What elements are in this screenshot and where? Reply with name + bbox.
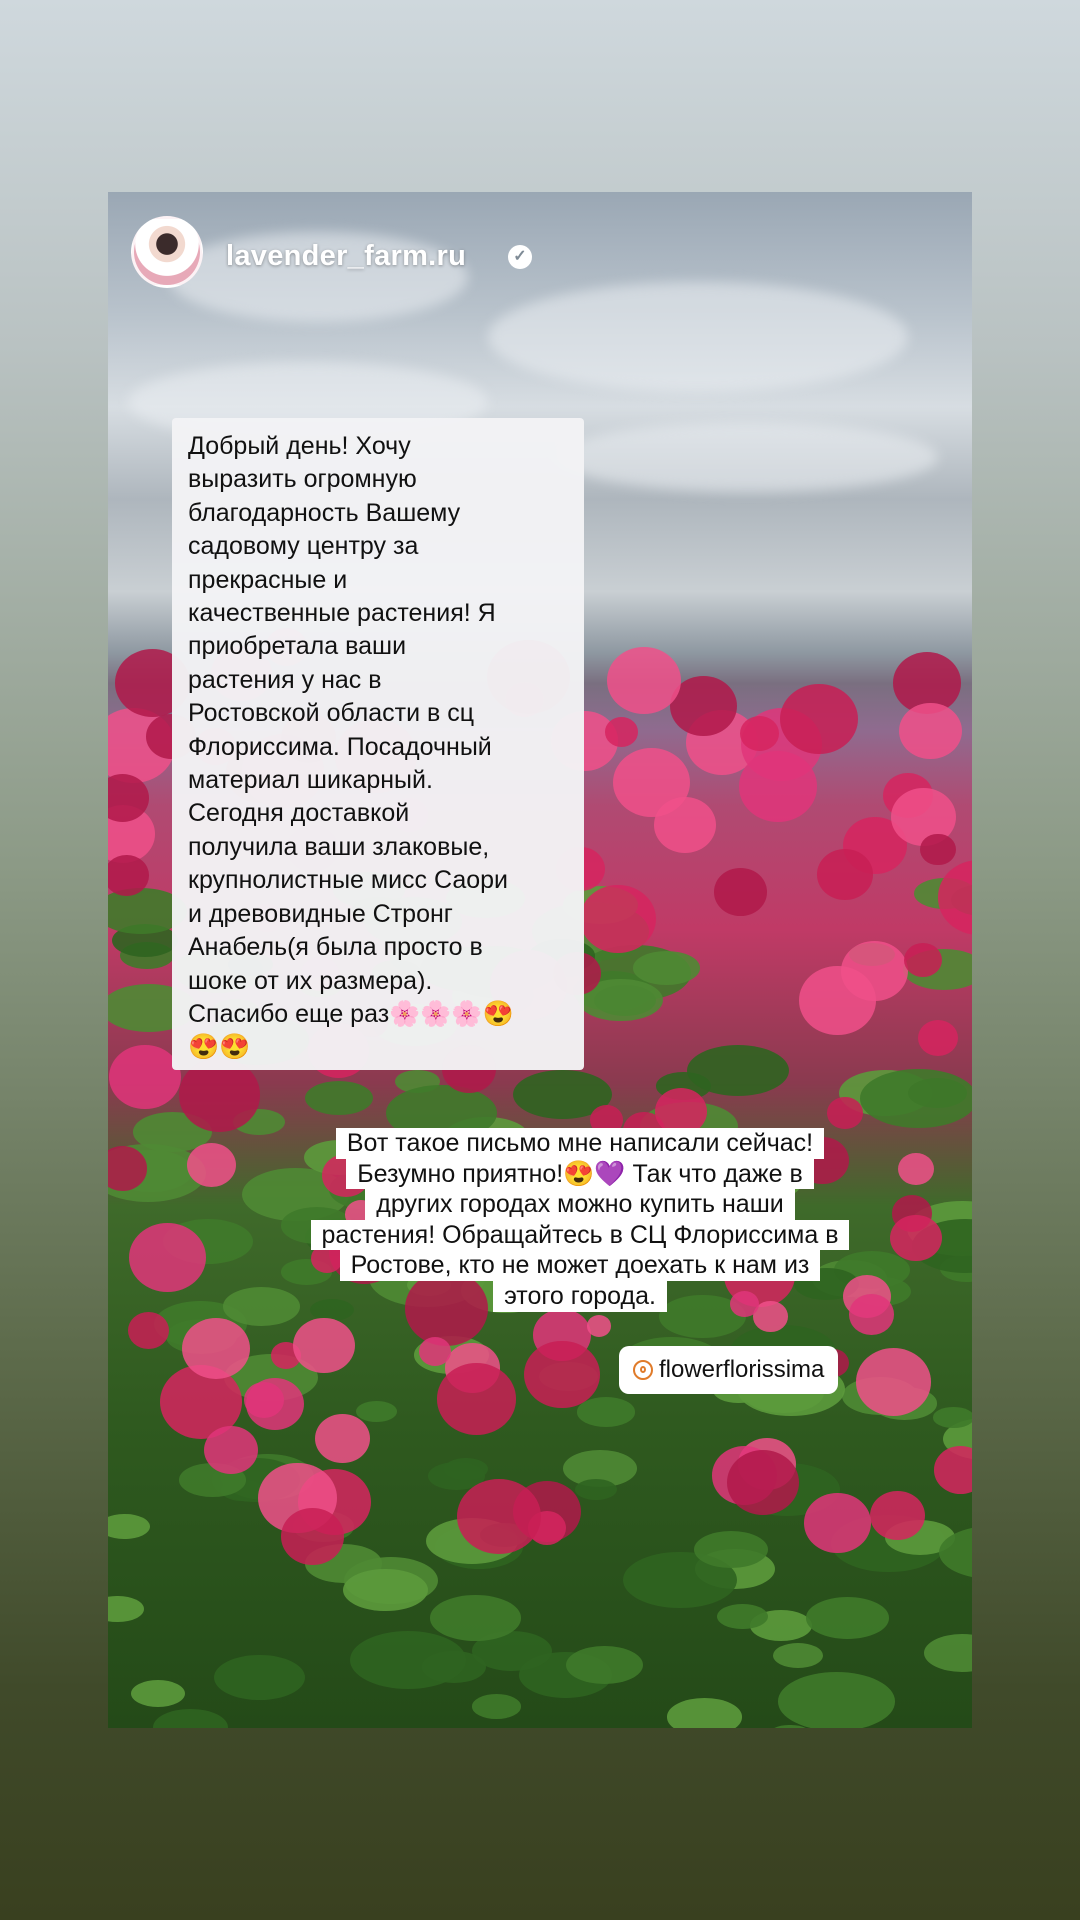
leaf-shape — [343, 1569, 428, 1611]
flower-cluster — [904, 943, 942, 977]
leaf-shape — [778, 1672, 895, 1728]
flower-cluster — [281, 1508, 344, 1565]
flower-cluster — [128, 1312, 169, 1349]
leaf-shape — [717, 1604, 767, 1629]
leaf-shape — [305, 1081, 374, 1115]
leaf-shape — [430, 1595, 521, 1640]
caption-line: растения! Обращайтесь в СЦ Флориссима в — [311, 1220, 850, 1251]
flower-cluster — [437, 1363, 516, 1435]
caption-line: других городах можно купить наши — [365, 1189, 794, 1220]
flower-cluster — [817, 849, 873, 900]
leaf-shape — [472, 1694, 522, 1719]
flower-cluster — [607, 647, 681, 713]
cloud — [558, 422, 938, 492]
flower-cluster — [938, 860, 972, 934]
cloud — [488, 282, 908, 392]
screenshot-message-card — [172, 418, 584, 1070]
flower-cluster — [109, 1045, 180, 1109]
flower-cluster — [129, 1223, 206, 1292]
caption-text-block — [290, 1128, 870, 1312]
flower-cluster — [613, 748, 690, 817]
flower-cluster — [740, 716, 779, 751]
leaf-shape — [860, 1069, 972, 1128]
avatar[interactable] — [131, 216, 203, 288]
flower-cluster — [780, 684, 858, 755]
caption-line: Ростове, кто не может доехать к нам из — [340, 1250, 821, 1281]
flower-cluster — [524, 1341, 599, 1409]
flower-cluster — [182, 1318, 250, 1379]
flower-cluster — [918, 1020, 958, 1056]
account-username[interactable]: lavender_farm.ru — [226, 240, 467, 272]
flower-cluster — [890, 1215, 942, 1261]
leaf-shape — [575, 1479, 617, 1500]
flower-cluster — [457, 1479, 540, 1554]
leaf-shape — [933, 1407, 972, 1427]
flower-cluster — [293, 1318, 355, 1374]
flower-cluster — [804, 1493, 870, 1553]
flower-cluster — [799, 966, 875, 1035]
mention-sticker[interactable] — [619, 1346, 838, 1394]
flower-cluster — [605, 717, 638, 747]
leaf-shape — [577, 1397, 635, 1426]
mention-handle: flowerflorissima — [659, 1356, 825, 1383]
leaf-shape — [131, 1680, 185, 1707]
flower-cluster — [898, 1153, 934, 1185]
flower-cluster — [419, 1337, 451, 1366]
leaf-shape — [633, 951, 701, 985]
leaf-shape — [667, 1698, 742, 1728]
flower-cluster — [856, 1348, 931, 1416]
flower-cluster — [934, 1446, 972, 1493]
leaf-shape — [108, 1514, 150, 1539]
leaf-shape — [214, 1655, 305, 1700]
caption-line: Вот такое письмо мне написали сейчас! — [336, 1128, 824, 1159]
flower-cluster — [587, 1315, 611, 1337]
leaf-shape — [566, 1646, 642, 1684]
caption-line: Безумно приятно!😍💜 Так что даже в — [346, 1159, 814, 1190]
leaf-shape — [694, 1531, 768, 1568]
leaf-shape — [773, 1643, 823, 1668]
flower-cluster — [739, 751, 818, 822]
leaf-shape — [356, 1401, 398, 1422]
flower-cluster — [315, 1414, 370, 1463]
flower-cluster — [714, 868, 767, 915]
flower-cluster — [727, 1450, 800, 1515]
flower-cluster — [187, 1143, 236, 1187]
leaf-shape — [223, 1287, 300, 1326]
leaf-shape — [153, 1709, 228, 1728]
flower-cluster — [244, 1382, 284, 1418]
leaf-shape — [108, 1596, 144, 1623]
flower-cluster — [899, 703, 962, 759]
verified-badge-icon: ✓ — [508, 245, 532, 269]
flower-cluster — [108, 855, 149, 895]
message-text: Добрый день! Хочу выразить огромную благодарность Вашему садовому центру за прекрасные и качественные растения! Я приобретала ваши растения у нас в Ростовской области в сц Флориссима. Посадочный материал шикарный. Сегодня доставкой получила ваши злаковые, крупнолистные мисс Саори и древовидные Стронг Анабель(я была просто в шоке от их размера). Спасибо еще раз🌸🌸🌸😍 😍😍 — [188, 432, 514, 1062]
flower-cluster — [870, 1491, 925, 1540]
caption-line: этого города. — [493, 1281, 667, 1312]
flower-cluster — [827, 1097, 862, 1129]
leaf-shape — [806, 1597, 889, 1638]
threads-icon — [633, 1360, 653, 1380]
flower-cluster — [920, 834, 955, 866]
flower-cluster — [580, 885, 656, 953]
leaf-shape — [687, 1045, 789, 1096]
flower-cluster — [204, 1426, 258, 1475]
leaf-shape — [924, 1634, 972, 1672]
